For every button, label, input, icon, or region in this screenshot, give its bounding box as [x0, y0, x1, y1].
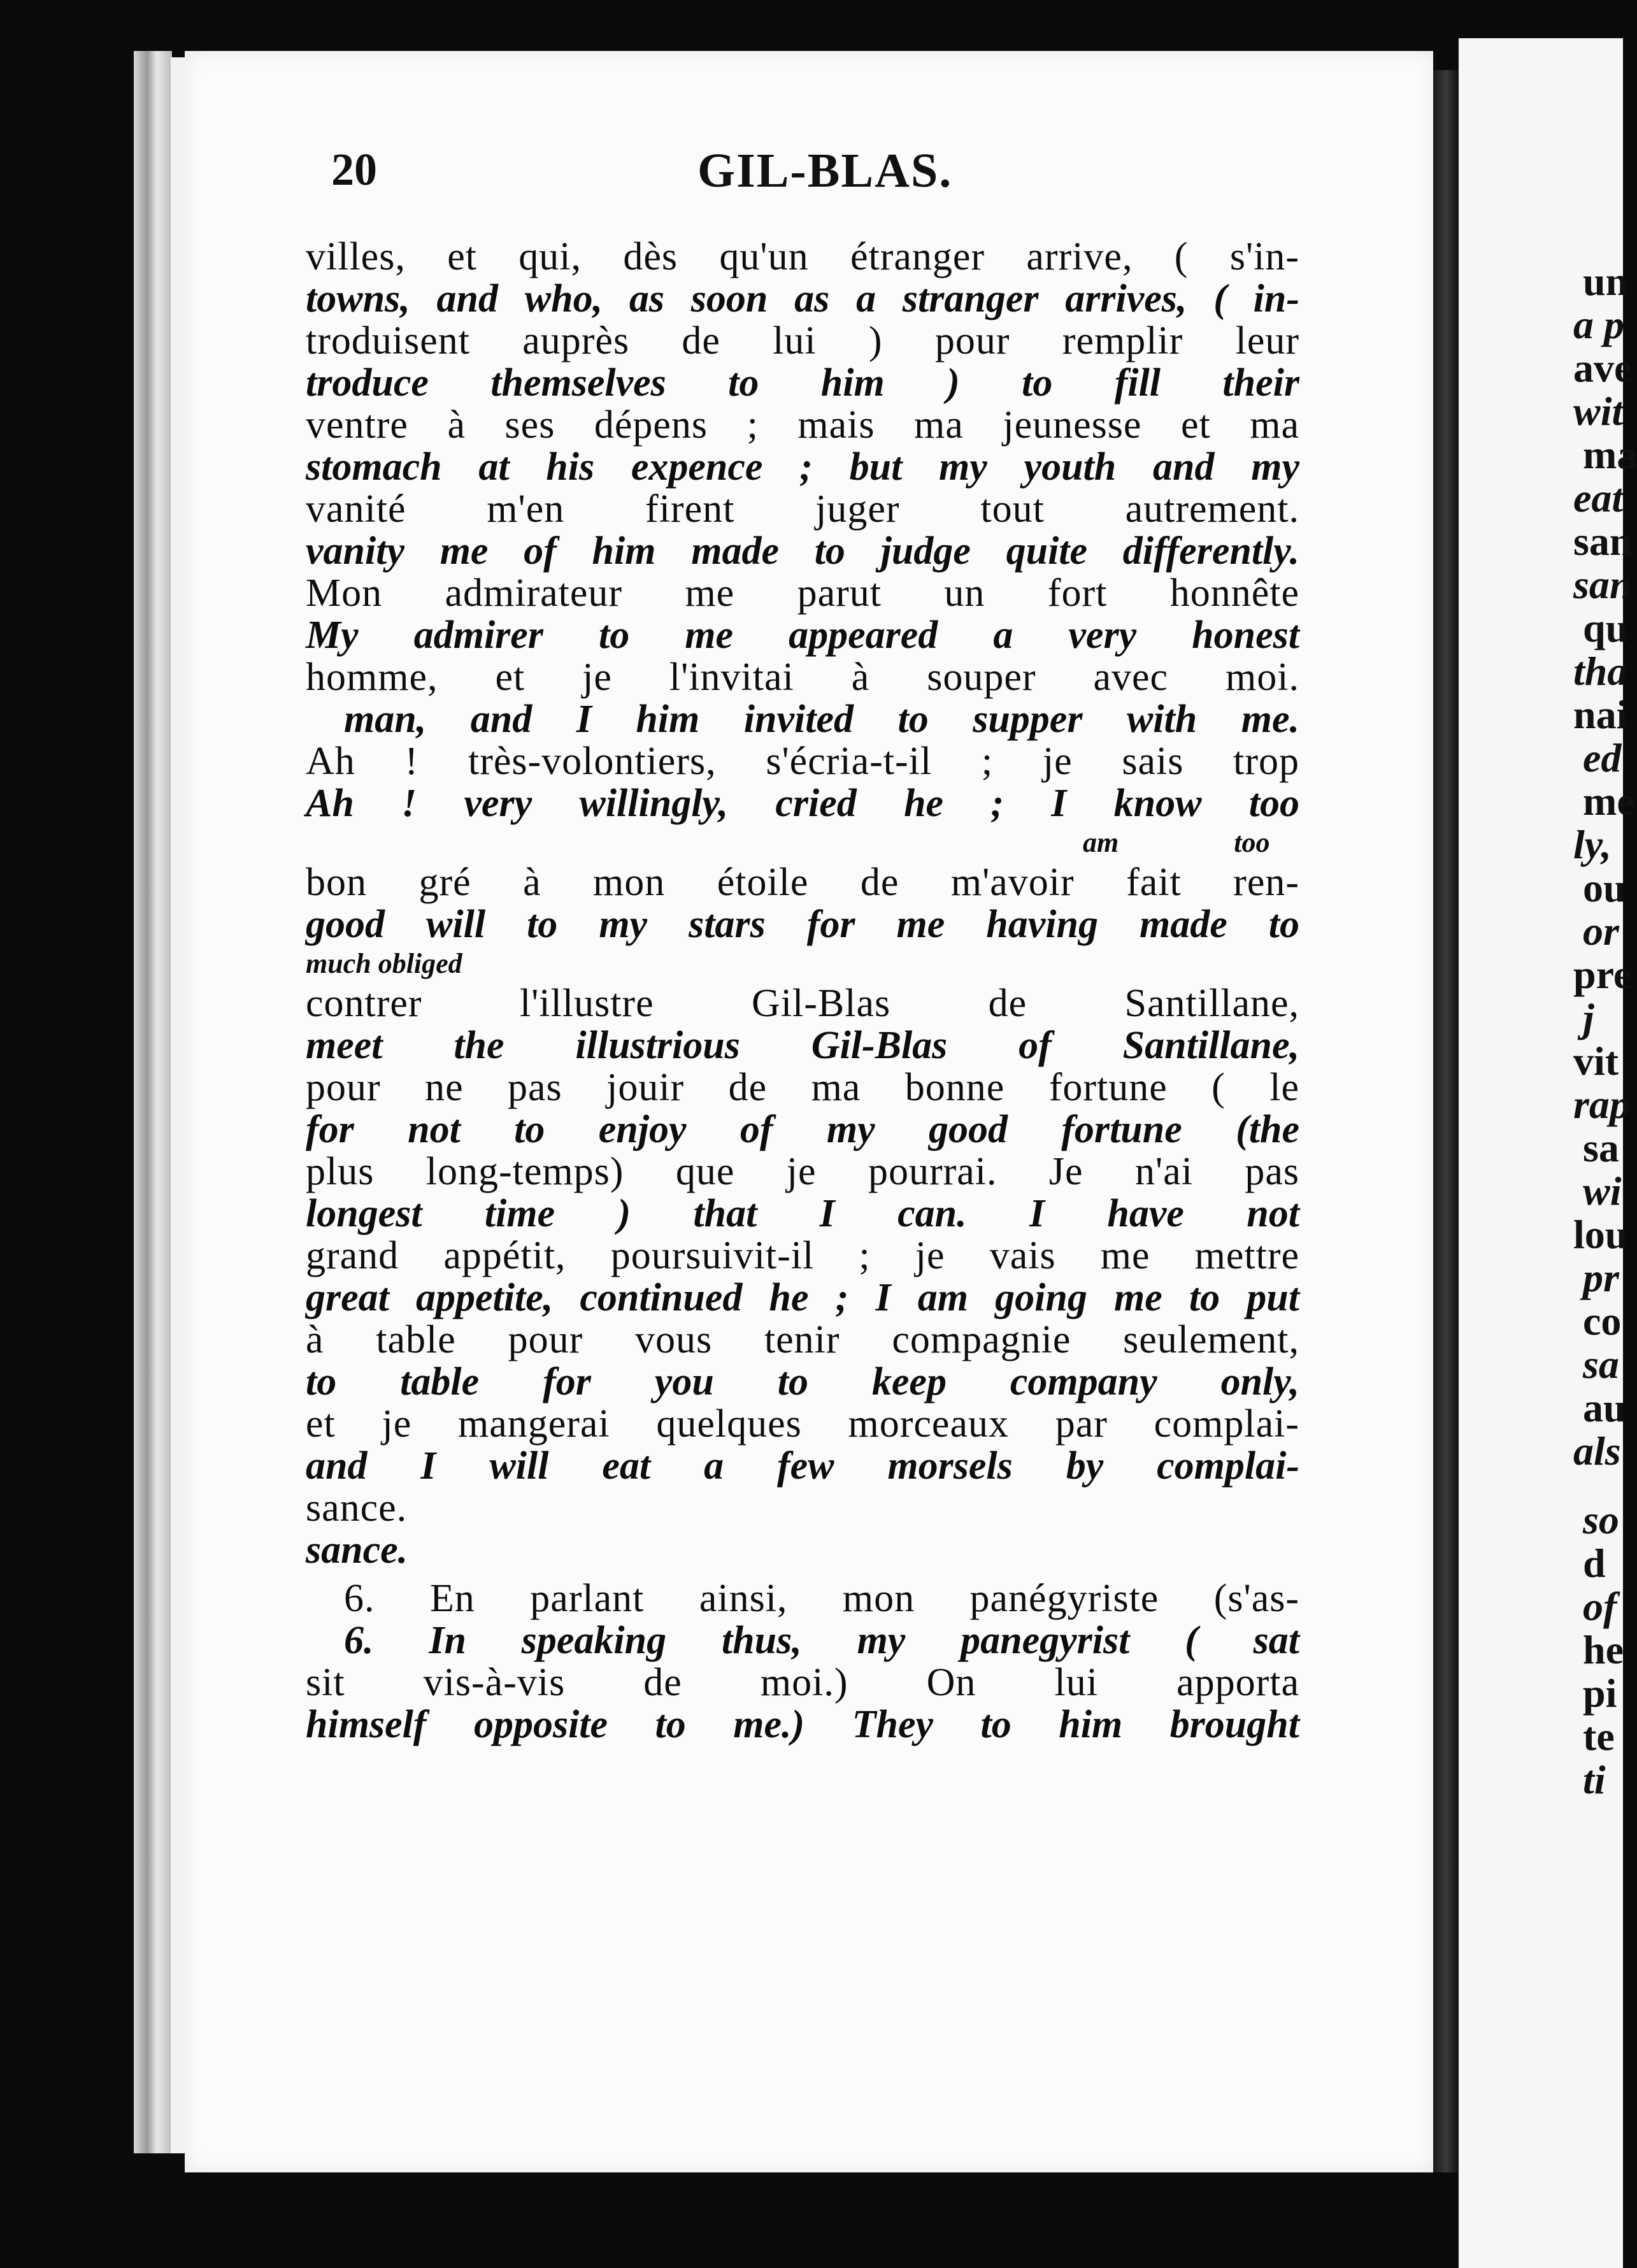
page-header: [331, 143, 1312, 207]
french-line: plus long-temps) que je pourrai. Je n'ai pas: [306, 1150, 1299, 1193]
next-page-fragment: [1459, 38, 1637, 2268]
next-page-line: ly,: [1573, 822, 1612, 867]
next-page-line: rap: [1573, 1082, 1630, 1127]
next-page-line: tha: [1573, 649, 1628, 694]
french-line: sit vis-à-vis de moi.) On lui apporta: [306, 1661, 1299, 1704]
english-gloss-line: meet the illustrious Gil-Blas of Santillane,: [306, 1024, 1299, 1067]
next-page-line: sa: [1583, 1342, 1619, 1387]
french-line: 6. En parlant ainsi, mon panégyriste (s'as-: [344, 1577, 1299, 1620]
english-gloss-line: troduce themselves to him ) to fill their: [306, 361, 1299, 405]
french-line: Mon admirateur me parut un fort honnête: [306, 571, 1299, 615]
next-page-line: au: [1583, 1385, 1626, 1430]
french-line: troduisent auprès de lui ) pour remplir leur: [306, 319, 1299, 362]
english-gloss-line: for not to enjoy of my good fortune (the: [306, 1108, 1299, 1151]
french-line: et je mangerai quelques morceaux par complai-: [306, 1402, 1299, 1446]
next-page-line: pre: [1573, 952, 1632, 997]
english-gloss-line: towns, and who, as soon as a stranger arrives, ( in-: [306, 277, 1299, 320]
next-page-line: he: [1583, 1627, 1624, 1672]
next-page-line: wit: [1573, 389, 1624, 434]
page-number: 20: [331, 144, 377, 195]
gloss-note: am too: [1083, 827, 1270, 858]
french-line: ventre à ses dépens ; mais ma jeunesse et ma: [306, 403, 1299, 447]
french-line: bon gré à mon étoile de m'avoir fait ren-: [306, 861, 1299, 904]
next-page-line: ou: [1583, 865, 1626, 910]
next-page-line: ti: [1583, 1757, 1606, 1802]
next-page-line: nai: [1573, 692, 1628, 737]
next-page-line: a p: [1573, 302, 1624, 347]
next-page-line: ma: [1583, 432, 1637, 477]
page-edge-left: [171, 57, 185, 2153]
french-line: pour ne pas jouir de ma bonne fortune ( le: [306, 1066, 1299, 1109]
next-page-line: j: [1583, 995, 1594, 1040]
next-page-line: so: [1583, 1497, 1619, 1542]
next-page-line: me: [1583, 779, 1635, 824]
next-page-line: qu: [1583, 605, 1629, 650]
next-page-line: d: [1583, 1540, 1606, 1586]
french-line: vanité m'en firent juger tout autrement.: [306, 487, 1299, 531]
running-title: GIL-BLAS.: [697, 144, 953, 197]
next-page-line: co: [1583, 1298, 1622, 1344]
next-page-line: eat: [1573, 475, 1624, 520]
next-page-line: ed: [1583, 735, 1622, 780]
next-page-line: san: [1573, 519, 1633, 564]
next-page-line: ave: [1573, 345, 1633, 391]
english-gloss-line: and I will eat a few morsels by complai-: [306, 1444, 1299, 1488]
french-line: sance.: [306, 1486, 408, 1530]
gloss-note: much obliged: [306, 948, 462, 979]
french-line: Ah ! très-volontiers, s'écria-t-il ; je sais trop: [306, 740, 1299, 783]
english-gloss-line: Ah ! very willingly, cried he ; I know too: [306, 782, 1299, 825]
next-page-line: te: [1583, 1714, 1615, 1759]
french-line: à table pour vous tenir compagnie seulement,: [306, 1318, 1299, 1361]
next-page-line: als: [1573, 1428, 1621, 1474]
next-page-line: pr: [1583, 1255, 1619, 1300]
french-line: contrer l'illustre Gil-Blas de Santillane,: [306, 982, 1299, 1025]
english-gloss-line: vanity me of him made to judge quite differently.: [306, 529, 1299, 573]
next-page-line: un: [1583, 259, 1629, 304]
next-page-line: or: [1583, 908, 1619, 954]
english-gloss-line: longest time ) that I can. I have not: [306, 1192, 1299, 1235]
book-spine: [134, 51, 172, 2153]
english-gloss-line: 6. In speaking thus, my panegyrist ( sat: [344, 1619, 1299, 1662]
next-page-line: san: [1573, 562, 1633, 607]
english-gloss-line: to table for you to keep company only,: [306, 1360, 1299, 1403]
next-page-line: of: [1583, 1584, 1617, 1629]
french-line: grand appétit, poursuivit-il ; je vais me mettre: [306, 1234, 1299, 1277]
english-gloss-line: good will to my stars for me having made to: [306, 903, 1299, 946]
english-gloss-line: great appetite, continued he ; I am going me to put: [306, 1276, 1299, 1319]
english-gloss-line: My admirer to me appeared a very honest: [306, 614, 1299, 657]
french-line: villes, et qui, dès qu'un étranger arrive, ( s'in-: [306, 235, 1299, 278]
next-page-line: wi: [1583, 1168, 1622, 1214]
next-page-line: pi: [1583, 1670, 1617, 1716]
next-page-line: lou: [1573, 1212, 1628, 1257]
english-gloss-line: sance.: [306, 1528, 408, 1572]
next-page-line: vit: [1573, 1038, 1619, 1084]
english-gloss-line: man, and I him invited to supper with me.: [344, 698, 1299, 741]
french-line: homme, et je l'invitai à souper avec moi.: [306, 656, 1299, 699]
english-gloss-line: himself opposite to me.) They to him brought: [306, 1703, 1299, 1746]
book-gutter: [1433, 70, 1459, 2172]
interlinear-text: [306, 236, 1299, 1746]
english-gloss-line: stomach at his expence ; but my youth and my: [306, 445, 1299, 489]
next-page-line: sa: [1583, 1125, 1619, 1170]
